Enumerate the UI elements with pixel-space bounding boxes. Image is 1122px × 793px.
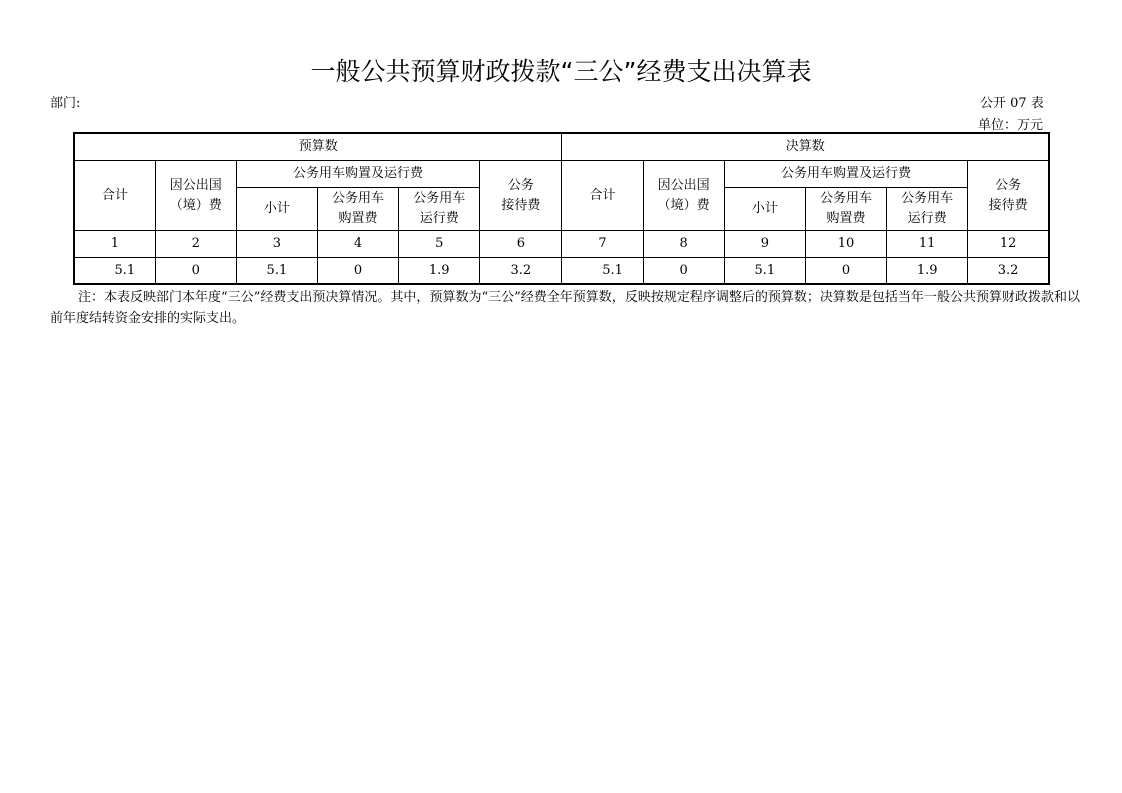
department-label: 部门: bbox=[50, 96, 81, 111]
form-number: 公开 07 表 bbox=[980, 96, 1044, 111]
budget-total-header: 合计 bbox=[74, 161, 155, 231]
column-number: 5 bbox=[399, 231, 480, 258]
column-number: 2 bbox=[155, 231, 236, 258]
budget-vehicle-group-header: 公务用车购置及运行费 bbox=[236, 161, 479, 188]
column-number: 7 bbox=[562, 231, 643, 258]
table-cell: 5.1 bbox=[236, 258, 317, 285]
table-cell: 5.1 bbox=[74, 258, 155, 285]
page-title: 一般公共预算财政拨款“三公”经费支出决算表 bbox=[310, 57, 812, 86]
budget-subtotal-header: 小计 bbox=[236, 188, 317, 231]
budget-reception-header: 公务 接待费 bbox=[480, 161, 562, 231]
table-cell: 3.2 bbox=[480, 258, 562, 285]
table-cell: 5.1 bbox=[724, 258, 805, 285]
final-vehicle-buy-header: 公务用车 购置费 bbox=[805, 188, 886, 231]
table-cell: 0 bbox=[805, 258, 886, 285]
three-public-expenses-table bbox=[73, 132, 1050, 285]
budget-vehicle-run-header: 公务用车 运行费 bbox=[399, 188, 480, 231]
group-header-row bbox=[74, 133, 1049, 161]
final-vehicle-group-header: 公务用车购置及运行费 bbox=[724, 161, 967, 188]
final-total-header: 合计 bbox=[562, 161, 643, 231]
column-number: 10 bbox=[805, 231, 886, 258]
column-number: 8 bbox=[643, 231, 724, 258]
table-cell: 1.9 bbox=[887, 258, 968, 285]
value-row bbox=[74, 258, 1049, 285]
final-group-header: 决算数 bbox=[562, 133, 1049, 161]
table-cell: 3.2 bbox=[968, 258, 1049, 285]
column-header-row-1 bbox=[74, 161, 1049, 188]
column-number: 9 bbox=[724, 231, 805, 258]
final-reception-header: 公务 接待费 bbox=[968, 161, 1049, 231]
column-number: 4 bbox=[317, 231, 398, 258]
footnote: 注：本表反映部门本年度“三公”经费支出预决算情况。其中，预算数为“三公”经费全年预算数，反映按规定程序调整后的预算数；决算数是包括当年一般公共预算财政拨款和以前年度结转资金安排的实际支出。 bbox=[50, 290, 1080, 326]
table-cell: 0 bbox=[317, 258, 398, 285]
table-cell: 5.1 bbox=[562, 258, 643, 285]
table-cell: 0 bbox=[643, 258, 724, 285]
column-number: 12 bbox=[968, 231, 1049, 258]
final-abroad-header: 因公出国 （境）费 bbox=[643, 161, 724, 231]
budget-vehicle-buy-header: 公务用车 购置费 bbox=[317, 188, 398, 231]
table-cell: 0 bbox=[155, 258, 236, 285]
column-number: 1 bbox=[74, 231, 155, 258]
final-vehicle-run-header: 公务用车 运行费 bbox=[887, 188, 968, 231]
column-number: 11 bbox=[887, 231, 968, 258]
final-subtotal-header: 小计 bbox=[724, 188, 805, 231]
column-number: 3 bbox=[236, 231, 317, 258]
table-cell: 1.9 bbox=[399, 258, 480, 285]
unit-label: 单位：万元 bbox=[978, 118, 1044, 133]
budget-abroad-header: 因公出国 （境）费 bbox=[155, 161, 236, 231]
column-number-row bbox=[74, 231, 1049, 258]
column-number: 6 bbox=[480, 231, 562, 258]
budget-group-header: 预算数 bbox=[74, 133, 562, 161]
